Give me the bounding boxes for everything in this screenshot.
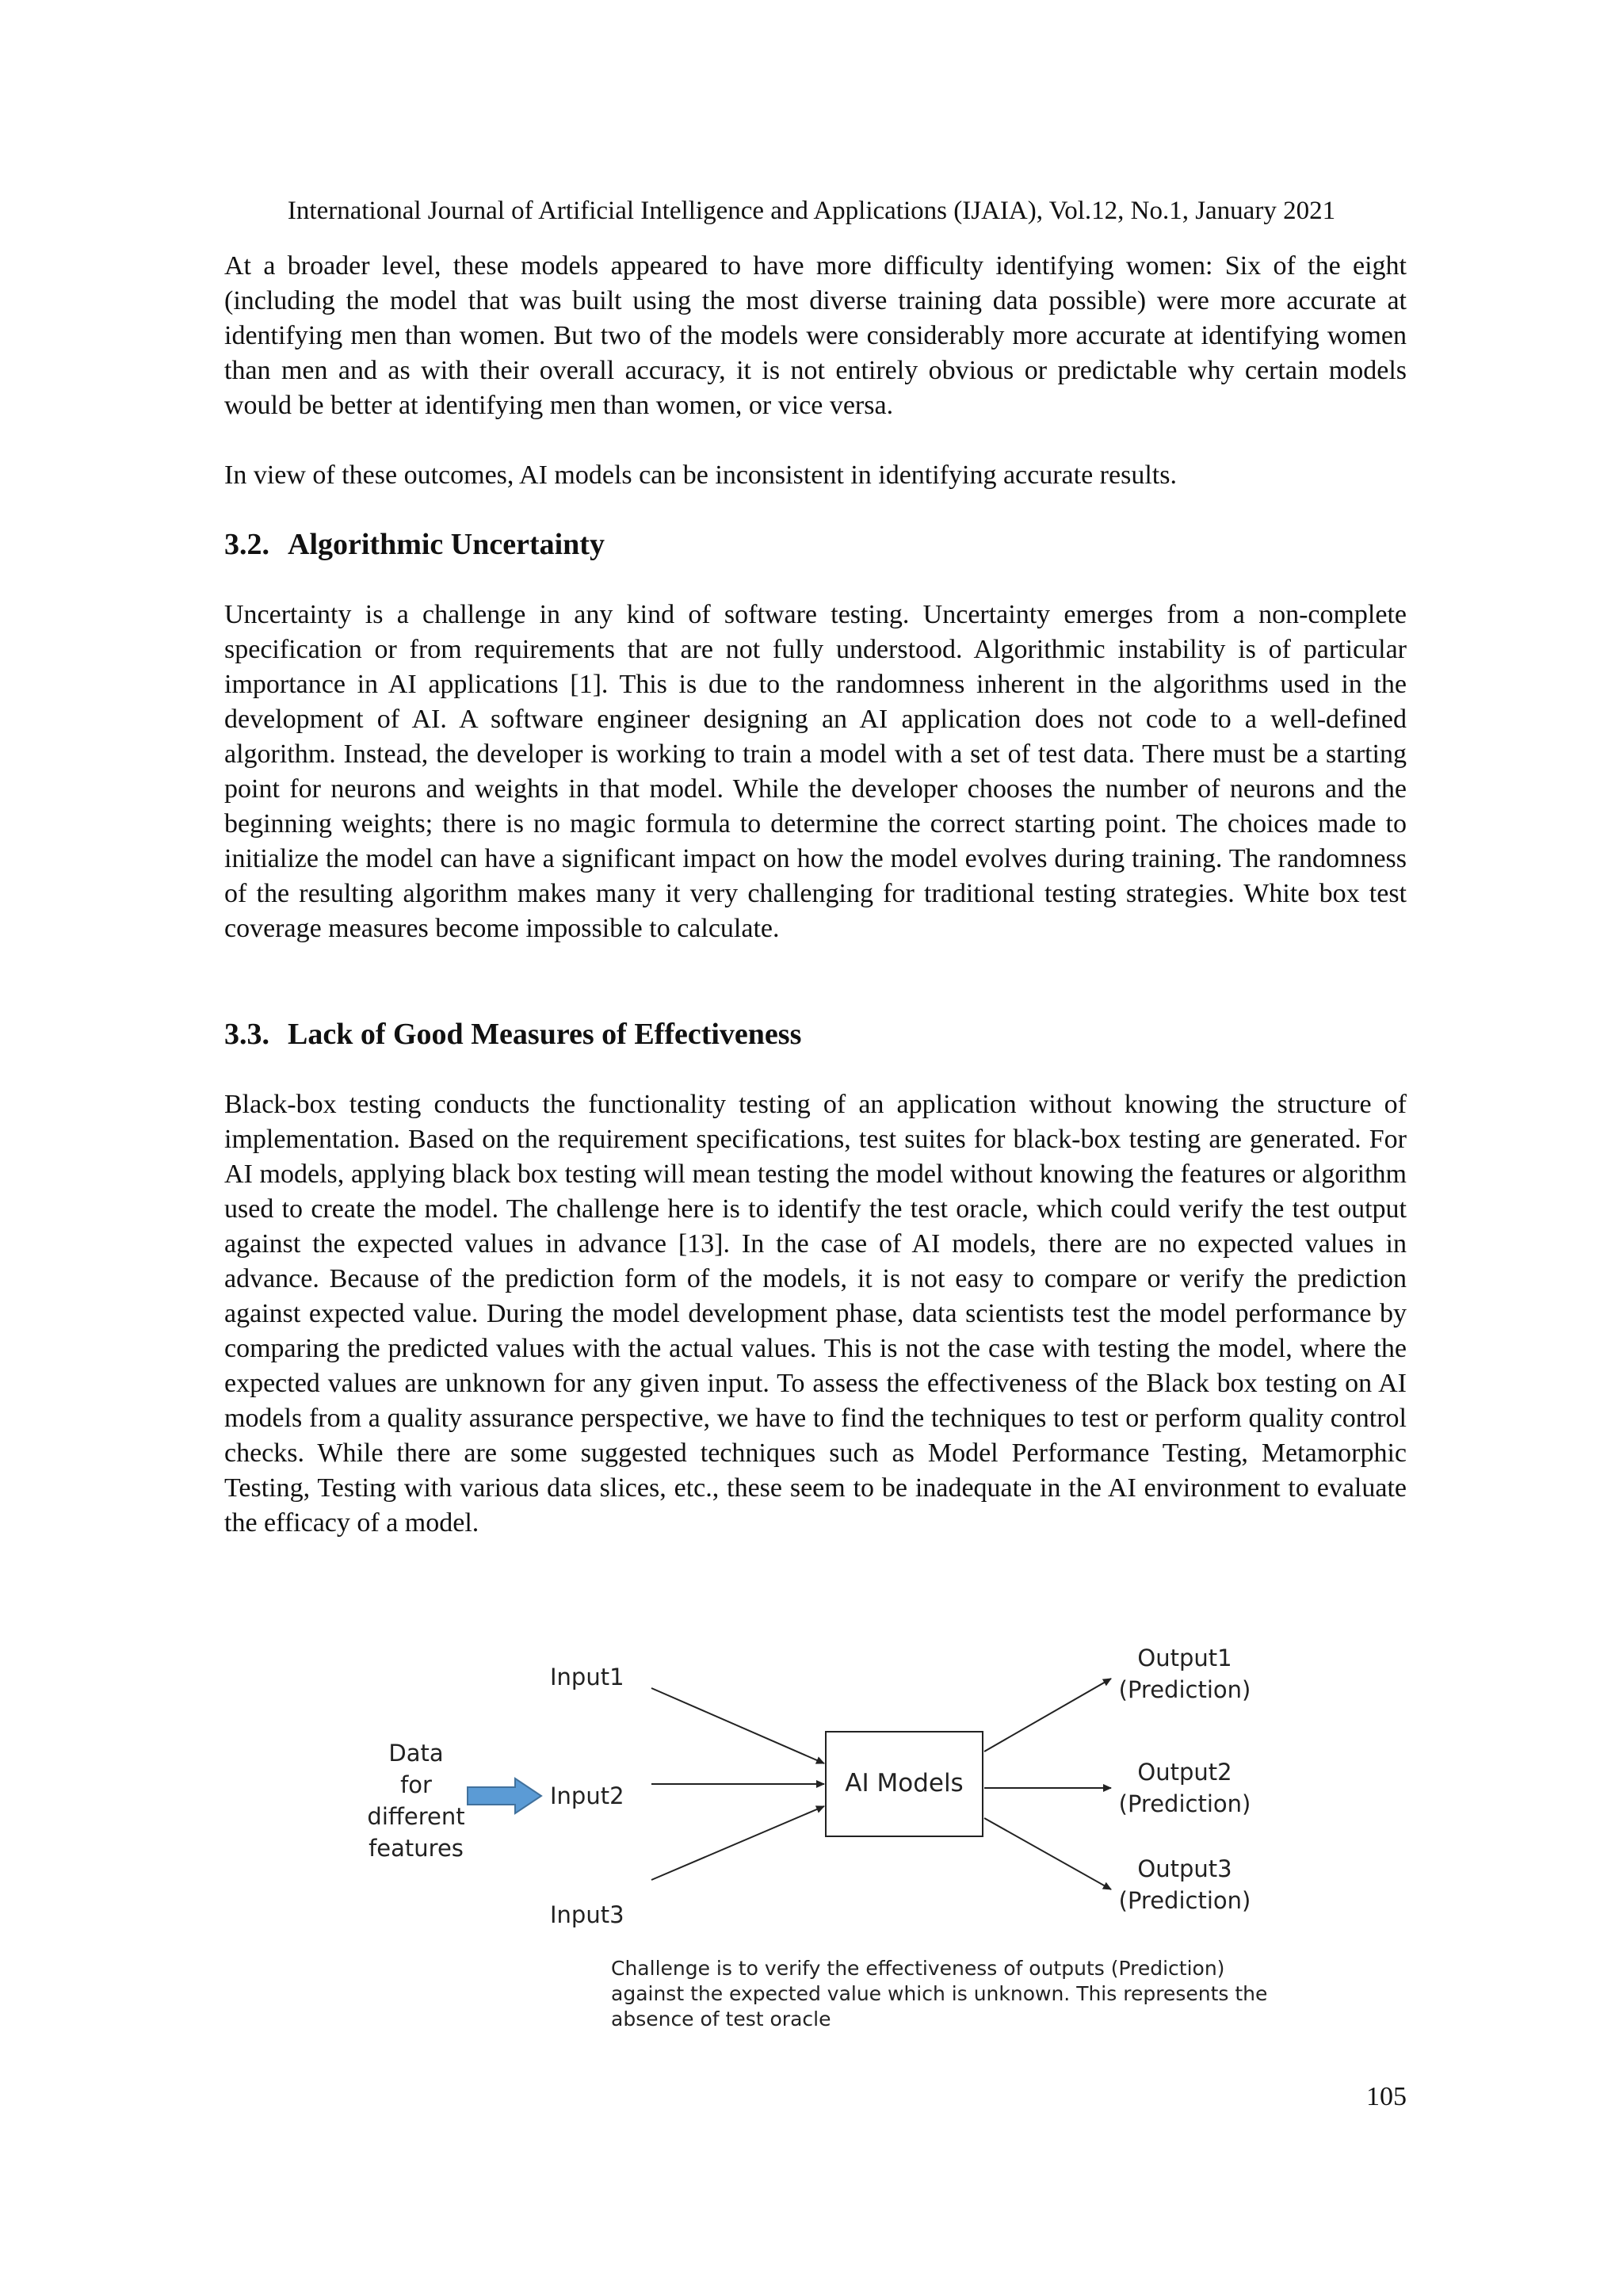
input3-arrow — [651, 1806, 824, 1880]
data-label-line: Data — [388, 1740, 444, 1767]
output1-label — [1117, 1642, 1252, 1706]
section-heading-3-2 — [224, 526, 605, 563]
section-title: Lack of Good Measures of Effectiveness — [288, 1018, 802, 1051]
input2-label: Input2 — [550, 1782, 624, 1809]
data-features-label — [353, 1737, 479, 1864]
paragraph-text: Black-box testing conducts the functionality testing of an application without knowing the structure of implementation. Based on the requirement specifications, test suites for black-box testing are generated. For AI models, applying black box testing will mean testing the model without knowing the features or algorithm used to create the model. The challenge here is to identify the test oracle, which could verify the test output against the expected values in advance [13]. In the case of AI models, there are no expected values in advance. Because of the prediction form of the models, it is not easy to compare or verify the prediction against expected value. During the model development phase, data scientists test the model performance by comparing the predicted values with the actual values. This is not the case with testing the model, where the expected values are unknown for any given input. To assess the effectiveness of the Black box testing on AI models from a quality assurance perspective, we have to find the techniques to test or perform quality control checks. While there are some suggested techniques such as Model Performance Testing, Metamorphic Testing, Testing with various data slices, etc., these seem to be inadequate in the AI environment to evaluate the efficacy of a model. — [224, 1090, 1407, 1538]
intro-paragraph-1 — [224, 249, 1407, 423]
paragraph-text: Uncertainty is a challenge in any kind of software testing. Uncertainty emerges from a non-complete specification or from requirements that are not fully understood. Algorithmic instability is of particular importance in AI applications [1]. This is due to the randomness inherent in the algorithms used in the development of AI. A software engineer designing an AI application does not code to a well-defined algorithm. Instead, the developer is working to train a model with a set of test data. There must be a starting point for neurons and weights in that model. While the developer chooses the number of neurons and the beginning weights; there is no magic formula to determine the correct starting point. The choices made to initialize the model can have a significant impact on how the model evolves during training. The randomness of the resulting algorithm makes many it very challenging for traditional testing strategies. White box test coverage measures become impossible to calculate. — [224, 600, 1407, 943]
output3-label — [1117, 1853, 1252, 1916]
output3-arrow — [984, 1818, 1111, 1889]
input3-label: Input3 — [550, 1901, 624, 1928]
output-note: (Prediction) — [1118, 1790, 1251, 1817]
section-number: 3.2. — [224, 528, 269, 561]
section-3-3-body — [224, 1087, 1407, 1541]
section-title: Algorithmic Uncertainty — [288, 528, 605, 561]
section-heading-3-3 — [224, 1016, 801, 1052]
data-label-line: for — [400, 1771, 432, 1798]
paragraph-text: In view of these outcomes, AI models can be inconsistent in identifying accurate results. — [224, 460, 1177, 490]
data-label-line: different — [367, 1803, 465, 1830]
output2-label — [1117, 1756, 1252, 1820]
output-name: Output1 — [1137, 1645, 1232, 1671]
output-name: Output3 — [1137, 1855, 1232, 1882]
output-note: (Prediction) — [1118, 1676, 1251, 1703]
output-note: (Prediction) — [1118, 1887, 1251, 1914]
paragraph-text: At a broader level, these models appeared to have more difficulty identifying women: Six of the eight (including the model that was built using the most diverse training data possible) were more accurate at identifying men than women. But two of the models were considerably more accurate at identifying women than men and as with their overall accuracy, it is not entirely obvious or predictable why certain models would be better at identifying men than women, or vice versa. — [224, 251, 1407, 420]
output1-arrow — [984, 1679, 1111, 1752]
data-label-line: features — [369, 1835, 464, 1862]
ai-models-label: AI Models — [845, 1769, 964, 1797]
input1-label: Input1 — [550, 1664, 624, 1690]
section-number: 3.3. — [224, 1018, 269, 1051]
output-name: Output2 — [1137, 1759, 1232, 1786]
intro-paragraph-2 — [224, 458, 1407, 493]
section-3-2-body — [224, 598, 1407, 946]
running-header: International Journal of Artificial Intelligence and Applications (IJAIA), Vol.12, No.1, January 2021 — [287, 197, 1336, 225]
input1-arrow — [651, 1688, 824, 1763]
page-number: 105 — [1366, 2082, 1407, 2111]
figure-caption: Challenge is to verify the effectiveness of outputs (Prediction) against the expected value which is unknown. This represents the absence of test oracle — [611, 1957, 1268, 2030]
